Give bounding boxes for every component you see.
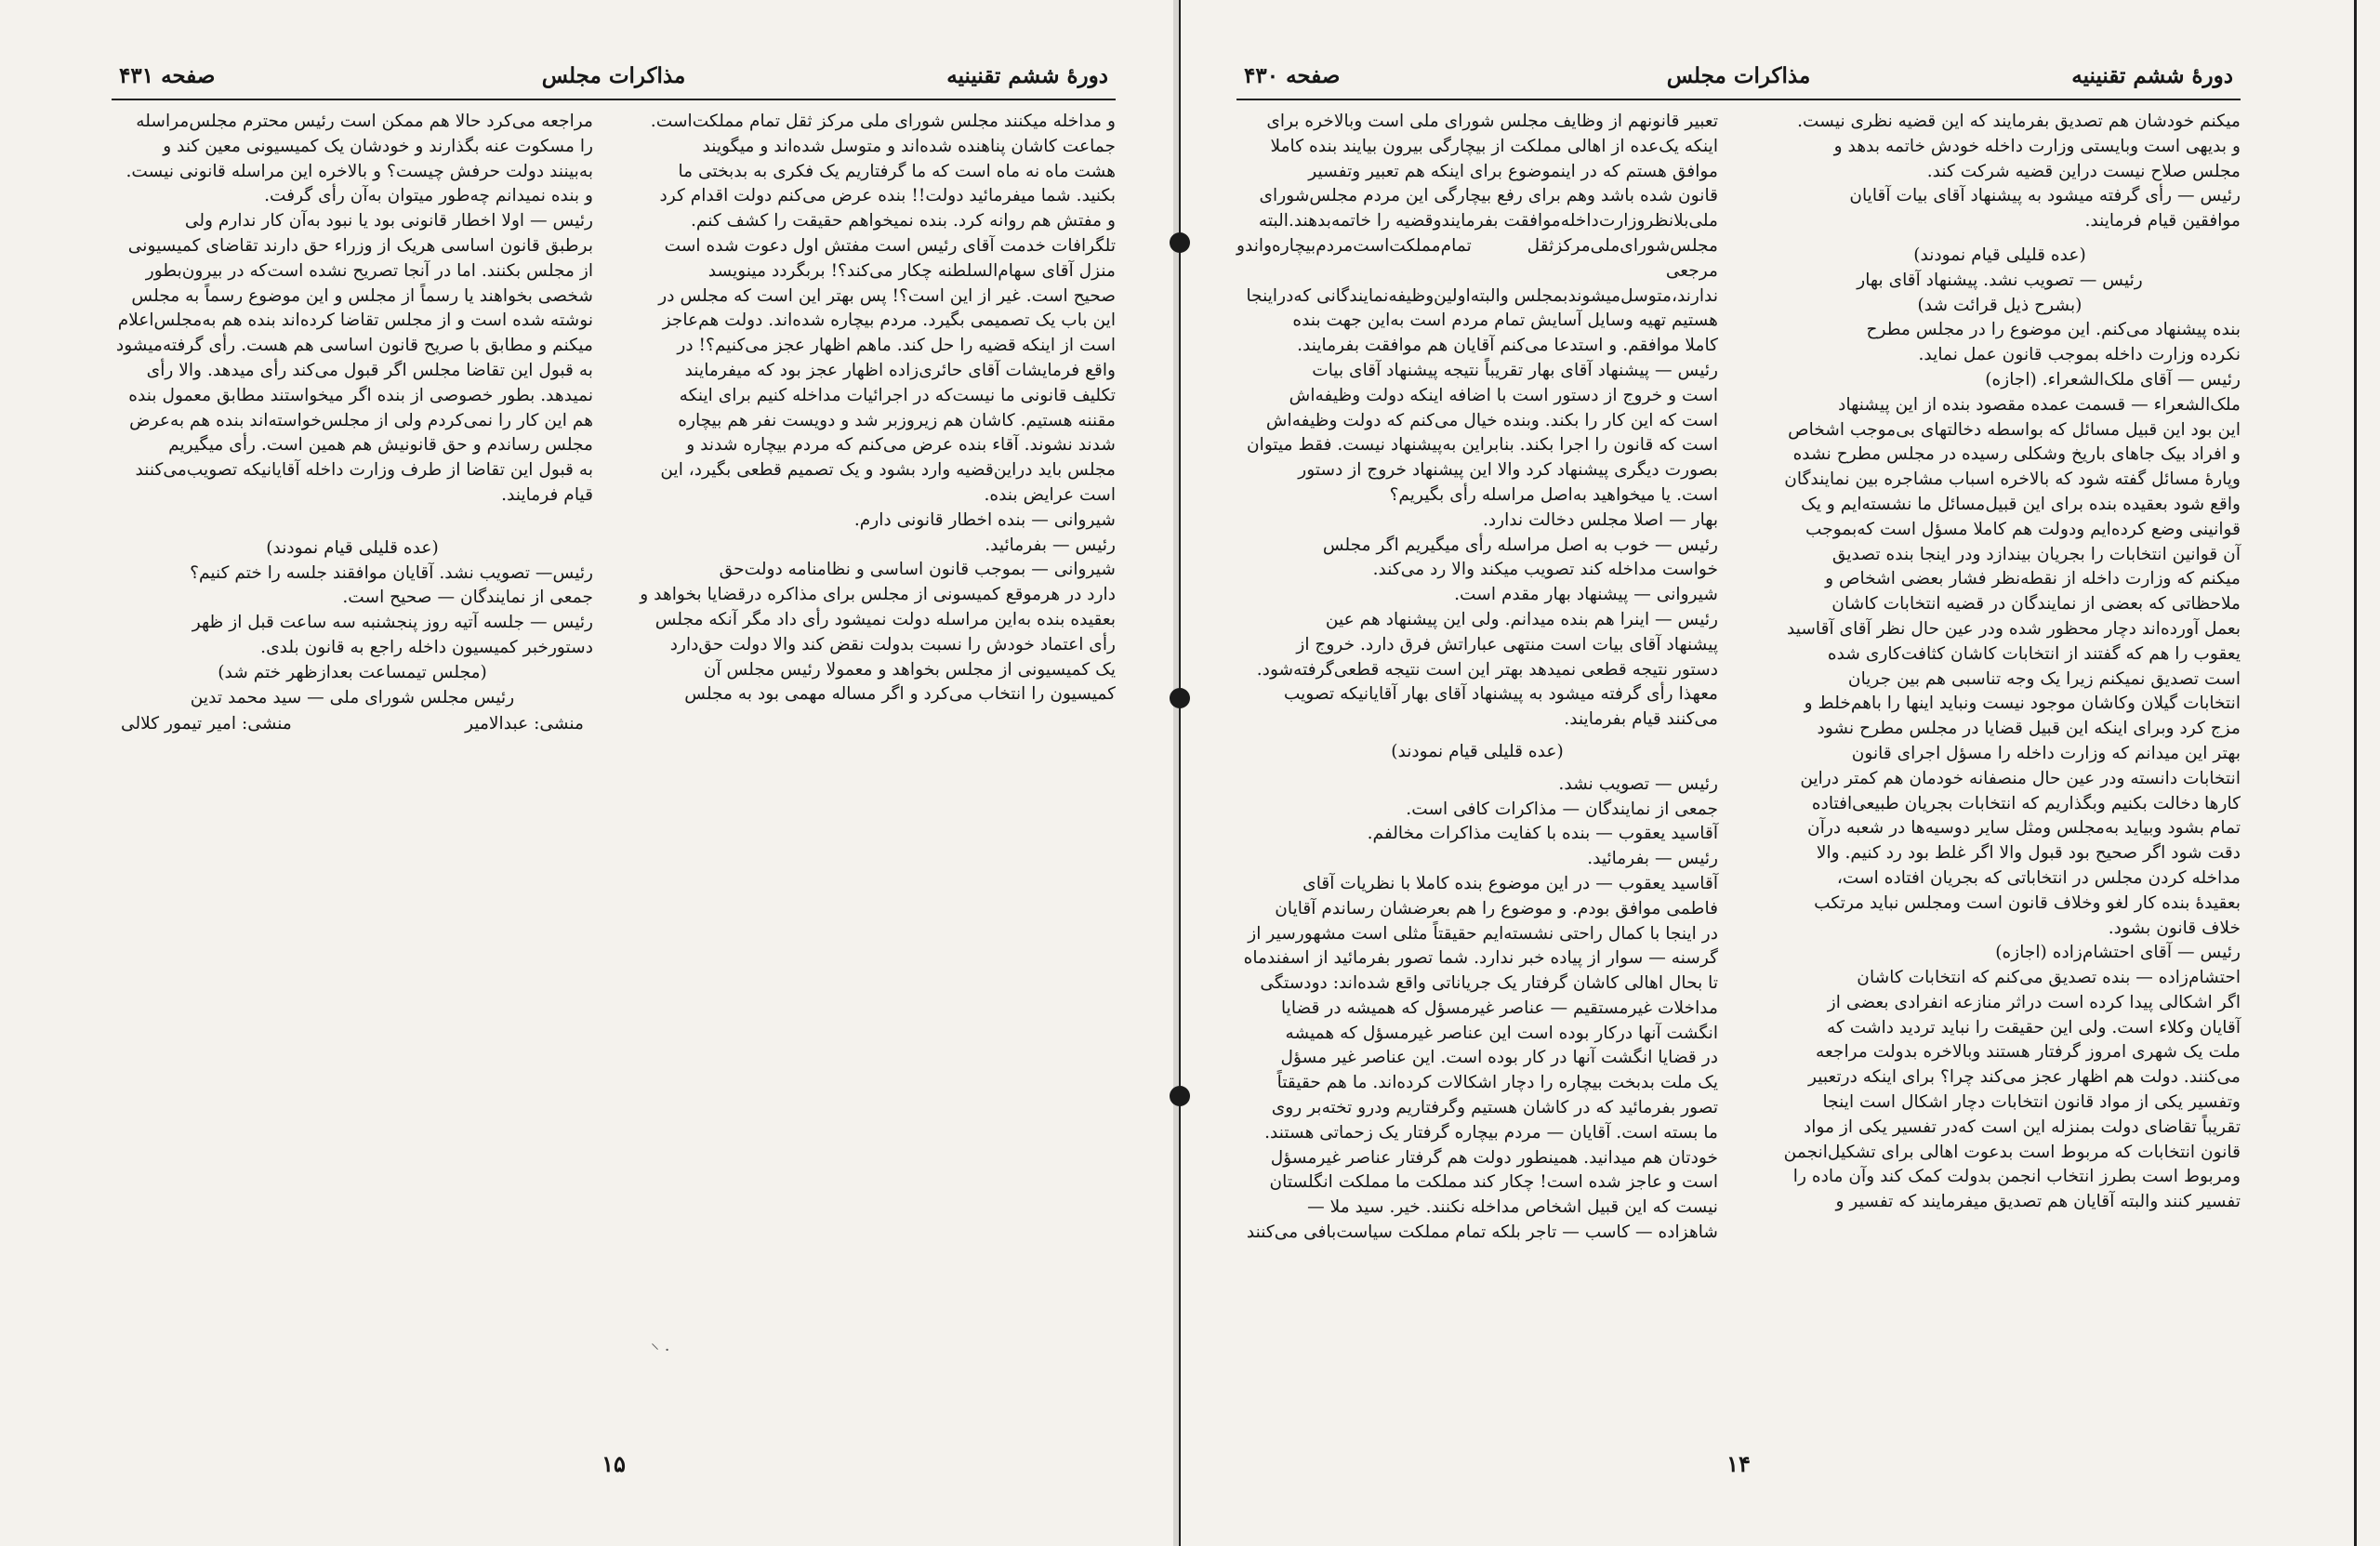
text-line: بهار — اصلا مجلس دخالت ندارد. xyxy=(1482,509,1718,530)
text-line: تصور بفرمائید که در کاشان هستیم وگرفتاریم ودرو تخته‌بر روی xyxy=(1271,1098,1718,1118)
text-line: رئیس — پیشنهاد آقای بهار تقریباً نتیجه پیشنهاد آقای بیات xyxy=(1312,360,1718,380)
text-line: دستور نتیجه قطعی نمیدهد بهتر این است نتیجه قطعی‌گرفته‌شود. xyxy=(1256,659,1718,680)
text-line: بصورت دیگری پیشنهاد کرد والا این پیشنهاد خروج از دستور xyxy=(1298,460,1718,481)
right-page xyxy=(1236,0,2241,1546)
column-lines xyxy=(1236,773,1718,1246)
president-signature-line: رئیس مجلس شورای ملی — سید محمد تدین xyxy=(190,687,515,707)
stage-direction: (عده قلیلی قیام نمودند) xyxy=(1391,741,1564,761)
text-line: فاطمی موافق بودم. و موضوع را هم بعرضشان رساندم آقایان xyxy=(1275,898,1718,918)
binding-stitch-mark xyxy=(1170,232,1190,253)
text-line: می‌کنند. دولت هم اظهار عجز می‌کند چرا؟ برای اینکه درتعبیر xyxy=(1808,1067,2241,1088)
text-line: رئیس — اینرا هم بنده میدانم. ولی این پیشنهاد هم عین xyxy=(1325,609,1718,629)
text-line: مزج کرد وبرای اینکه این قبیل قضایا در مجلس مطرح نشود xyxy=(1817,719,2241,739)
column-lines xyxy=(1759,110,2241,234)
text-line: است تصدیق نمیکنم زیرا یک وجه تناسبی هم بین جریان xyxy=(1847,668,2241,689)
text-line: است و خروج از دستور است با اضافه اینکه دولت وظیفه‌اش xyxy=(1289,385,1718,405)
text-line: شیروانی — بموجب قانون اساسی و نظامنامه دولت‌حق xyxy=(719,560,1116,580)
text-line: انتخابات دانسته ودر عین حال منصفانه خودمان هم کمتر دراین xyxy=(1800,768,2241,788)
text-line: دارد در هرموقع کمیسونی از مجلس برای مذاکره درقضایا بخواهد و xyxy=(640,585,1116,605)
text-line: بکنید. شما میفرمائید دولت!! بنده عرض می‌کنم دولت اقدام کرد xyxy=(659,186,1116,206)
text-line: انتخابات گیلان وکاشان موجود نیست ونباید اینها را باهم‌خلط و xyxy=(1804,694,2241,714)
text-line: است که این کار را بکند. وبنده خیال می‌کنم که دولت وظیفه‌اش xyxy=(1265,410,1718,430)
header-rule xyxy=(1236,99,2241,100)
stage-direction: (بشرح ذیل قرائت شد) xyxy=(1917,295,2082,315)
text-line: گرسنه — سوار از پیاده خبر ندارد. شما تصور بفرمائید از اسفندماه xyxy=(1243,948,1718,969)
text-line: رئیس — جلسه آتیه روز پنجشنبه سه ساعت قبل از ظهر xyxy=(192,613,593,633)
text-line: در اینجا با کمال راحتی نشسته‌ایم حقیقتاً مثلی است مشهورسیر از xyxy=(1248,923,1718,944)
text-line: جماعت کاشان پناهنده شده‌اند و متوسل شده‌اند و میگویند xyxy=(702,136,1116,156)
text-line: کارها دخالت بکنیم وبگذاریم که انتخابات بجریان طبیعی‌افتاده xyxy=(1811,793,2241,813)
text-line: احتشام‌زاده — بنده تصدیق می‌کنم که انتخابات کاشان xyxy=(1857,968,2241,988)
text-line: رئیس — اولا اخطار قانونی بود یا نبود به‌آن کار ندارم ولی xyxy=(184,211,593,231)
text-line: مجلس صلاح نیست دراین قضیه شرکت کند. xyxy=(1926,161,2241,181)
text-line: موافقین قیام فرمایند. xyxy=(2084,211,2241,231)
text-line: واقع شود بعقیده بنده برای این قبیل‌مسائل ما نشسته‌ایم و یک xyxy=(1801,494,2241,514)
text-line: مداخلات غیرمستقیم — عناصر غیرمسؤل که همیشه در قضایا xyxy=(1281,998,1718,1018)
text-line: جمعی از نمایندگان — مذاکرات کافی است. xyxy=(1406,799,1718,819)
text-line: آن قوانین انتخابات را بجریان بیندازد ودر اینجا بنده تصدیق xyxy=(1831,544,2241,564)
text-line: نوشته شده است و از مجلس تقاضا کرده‌اند بنده هم به‌مجلس‌اعلام xyxy=(117,311,593,331)
text-line: شیروانی — پیشنهاد بهار مقدم است. xyxy=(1454,585,1718,605)
secretaries-line xyxy=(112,712,593,737)
column-lines xyxy=(634,110,1116,707)
binding-stitch-mark xyxy=(1170,1086,1190,1106)
text-line: رئیس — تصویب نشد. xyxy=(1558,773,1718,794)
text-line: آقاسید یعقوب — در این موضوع بنده کاملا با نظریات آقای xyxy=(1302,873,1718,893)
column-lines xyxy=(1236,110,1718,733)
text-line: را مسکوت عنه بگذارند و خودشان یک کمیسیونی معین کند و xyxy=(163,136,593,156)
text-line: واقع فرمایشات آقای حائری‌زاده اظهار عجز بود که میفرمایند xyxy=(684,360,1116,380)
page-folio: ۱۵ xyxy=(602,1450,626,1477)
binding-stitch-mark xyxy=(1170,688,1190,708)
text-line: این بود این قبیل مسائل که بواسطه دخالتهای بی‌موجب اشخاص xyxy=(1788,419,2241,440)
text-line: منزل آقای سهام‌السلطنه چکار می‌کند؟! بربگردد مینویسد xyxy=(707,260,1116,281)
text-line: میکنم و مطابق با صریح قانون اساسی هم هست. رأی گرفته‌میشود xyxy=(115,336,593,356)
text-line: ملت یک شهری امروز گرفتار هستند وبالاخره بدولت مراجعه xyxy=(1816,1042,2241,1063)
text-line: تکلیف قانونی ما نیست‌که در اجرائیات مداخله کنیم برای اینکه xyxy=(679,385,1116,405)
text-line: وتفسیر یکی از مواد قانون انتخابات دچار اشکال است اینجا xyxy=(1822,1092,2241,1113)
text-line: تقریباً تقاضای دولت بمنزله این است که‌در تفسیر یکی از مواد xyxy=(1804,1117,2241,1137)
text-line: قوانینی وضع کرده‌ایم ودولت هم کاملا مسؤل است که‌بموجب xyxy=(1805,519,2241,539)
text-line: جمعی از نمایندگان — صحیح است. xyxy=(342,588,593,608)
text-line: رئیس — آقای ملک‌الشعراء. (اجازه) xyxy=(1985,369,2241,390)
text-line: کاملا موافقم. و استدعا می‌کنم آقایان هم موافقت بفرمایند. xyxy=(1297,336,1718,356)
header-volume: دورهٔ ششم تقنینیه xyxy=(2071,63,2233,88)
text-line: مجلس باید دراین‌قضیه وارد بشود و یک تصمیم قطعی بگیرد، این xyxy=(660,460,1116,481)
text-line: است از اینکه قضیه را حل کند. ماهم اظهار عجز می‌کنیم؟! در xyxy=(677,336,1116,356)
text-line: میکنم که وزارت داخله از نقطه‌نظر فشار بعضی اشخاص و xyxy=(1825,569,2241,589)
text-line: این باب یک تصمیمی بگیرد. مردم بیچاره شده‌اند. دولت هم‌عاجز xyxy=(662,311,1116,331)
text-line: و بنده نمیدانم چه‌طور میتوان به‌آن رأی گرفت. xyxy=(264,186,593,206)
header-title: مذاکرات مجلس xyxy=(1666,63,1811,88)
text-line: مجلس‌شورای‌ملی‌مرکزثقل تمام‌مملکت‌است‌مردم‌بیچاره‌واندو مرجعی xyxy=(1236,235,1718,281)
adjournment-note: (مجلس تیمساعت بعدازظهر ختم شد) xyxy=(218,662,487,682)
text-line: ملاحظاتی که بعضی از نمایندگان در قضیه انتخابات کاشان xyxy=(1831,594,2241,614)
text-line: است که قانون را اجرا بکند. بنابراین به‌پیشنهاد نیست. فقط میتوان xyxy=(1247,435,1718,456)
header-title: مذاکرات مجلس xyxy=(541,63,686,88)
stage-direction: (عده قلیلی قیام نمودند) xyxy=(266,537,439,558)
text-line: هستیم تهیه وسایل آسایش تمام مردم است به‌این جهت بنده xyxy=(1292,311,1718,331)
header-page-number: صفحه ۴۳۱ xyxy=(119,63,216,88)
text-line: پیشنهاد آقای بیات است منتهی عباراتش فرق دارد. خروج از xyxy=(1296,634,1718,654)
text-line: بعقیدهٔ بنده کار لغو وخلاف قانون است ومجلس نباید مرتکب xyxy=(1814,892,2241,913)
text-line: میکنم خودشان هم تصدیق بفرمایند که این قضیه نظری نیست. xyxy=(1797,112,2241,131)
text-line: مداخله کردن مجلس در انتخاباتی که بجریان افتاده است، xyxy=(1836,867,2241,888)
text-line: وپارهٔ مسائل گفته شود که بالاخره اسباب مشاجره بین نمایندگان xyxy=(1784,469,2241,490)
text-line: صحیح است. غیر از این است؟! پس بهتر این است که مجلس در xyxy=(658,285,1116,306)
text-line: دستورخبر کمیسیون داخله راجع به قانون بلدی. xyxy=(260,637,593,657)
text-line: رئیس — خوب به اصل مراسله رأی میگیریم اگر مجلس xyxy=(1322,535,1718,555)
text-line: و بدیهی است وبایستی وزارت داخله خودش خاتمه بدهد و xyxy=(1833,136,2241,156)
text-line: ما بسته است. آقایان — مردم بیچاره گرفتار یک زحماتی هستند. xyxy=(1264,1122,1718,1143)
text-line: بعقیده بنده به‌این مراسله دولت نمیشود رأی داد مگر آنکه مجلس xyxy=(654,609,1116,629)
text-line: به‌بینند دولت حرفش چیست؟ و بالاخره این مراسله قانونی نیست. xyxy=(126,161,593,181)
text-line: خواست مداخله کند تصویب میکند والا رد می‌کند. xyxy=(1372,560,1718,580)
text-line: است و عاجز شده است! چکار کند مملکت ما مملکت انگلستان xyxy=(1269,1172,1718,1193)
text-line: یک کمیسیونی از مجلس بخواهد و معمولا رئیس مجلس آن xyxy=(703,659,1116,680)
text-line: هم این کار را نمی‌کردم ولی از مجلس‌خواسته‌اند بنده هم به‌عرض xyxy=(129,410,593,430)
text-line: نکرده وزارت داخله بموجب قانون عمل نماید. xyxy=(1918,345,2241,365)
text-line: رئیس — بفرمائید. xyxy=(1587,849,1718,869)
text-line: بنده پیشنهاد می‌کنم. این موضوع را در مجلس مطرح xyxy=(1866,320,2241,340)
text-line: آقایان وکلاء است. ولی این حقیقت را نباید تردید داشت که xyxy=(1827,1017,2241,1037)
text-column-right xyxy=(1759,110,2241,1215)
text-line: نمیدهد. بطور خصوصی از بنده اگر میخواستند مطابق معمول بنده xyxy=(128,385,593,405)
text-line: معهذا رأی گرفته میشود به پیشنهاد آقای بهار آقایانیکه تصویب xyxy=(1283,684,1718,705)
text-line: هشت ماه نه ماه است که ما گرفتاریم یک فکری به بدبختی ما xyxy=(678,161,1116,181)
header-page-number: صفحه ۴۳۰ xyxy=(1244,63,1341,88)
text-column-left xyxy=(112,110,593,737)
secretary-name: منشی: امیر تیمور کلالی xyxy=(121,714,292,734)
scan-speck: ⸌ · xyxy=(651,1341,670,1360)
text-line: تفسیر کنند والبته آقایان هم تصدیق میفرمایند که تفسیر و xyxy=(1835,1192,2241,1212)
text-line: و مداخله میکنند مجلس شورای ملی مرکز ثقل تمام مملکت‌است. xyxy=(650,112,1116,131)
text-line: تمام بشود وبیاید به‌مجلس ومثل سایر دوسیه‌ها در شعبه درآن xyxy=(1807,818,2241,839)
text-line: آقاسید یعقوب — بنده با کفایت مذاکرات مخالفم. xyxy=(1367,824,1718,844)
text-line: مقننه هستیم. کاشان هم زیروزبر شد و دویست نفر هم بیچاره xyxy=(678,410,1116,430)
column-lines xyxy=(112,562,593,661)
text-line: شخصی بخواهند یا رسماً از مجلس و این موضوع رسماً به مجلس xyxy=(131,285,593,306)
column-lines xyxy=(112,110,593,509)
text-line: مجلس رساندم و حق قانونیش هم همین است. رأی میگیریم xyxy=(168,435,593,456)
text-line: خودتان هم میدانید. همینطور دولت هم گرفتار عناصر غیرمسؤل xyxy=(1270,1147,1718,1168)
text-line: به قبول این تقاضا از طرف وزارت داخله آقایانیکه تصویب‌می‌کنند xyxy=(135,460,593,481)
text-line: کمیسیون را انتخاب می‌کرد و اگر مساله مهمی بود به مجلس xyxy=(684,684,1116,705)
text-line: دقت شود اگر صحیح بود قبول والا اگر غلط بود رد کنیم. والا xyxy=(1816,843,2241,864)
text-line: برطبق قانون اساسی هریک از وزراء حق دارند تقاضای کمیسیونی xyxy=(127,235,593,256)
text-line: ندارند،متوسل‌میشوند‌بمجلس و‌البته‌اولین‌وظیفه‌نمایندگانی که‌در‌اینجا xyxy=(1246,285,1718,306)
text-line: و افراد بیک جاهای باریخ وشکلی رسیده در مجلس مطرح نشده xyxy=(1792,444,2241,465)
text-line: اینکه یک‌عده از اهالی مملکت از بیچارگی بیرون بیایند بنده کاملا xyxy=(1270,136,1718,156)
text-line: می‌کنند قیام بفرمایند. xyxy=(1564,709,1718,730)
text-line: قیام فرمایند. xyxy=(501,484,593,505)
text-line: شیروانی — بنده اخطار قانونی دارم. xyxy=(853,509,1116,530)
text-line: یک ملت بدبخت بیچاره را دچار اشکالات کرده‌اند. ما هم حقیقتاً xyxy=(1276,1073,1718,1093)
motion-line: رئیس — تصویب نشد. پیشنهاد آقای بهار xyxy=(1857,270,2143,290)
text-line: بهتر این میدانم که وزارت داخله را مسؤل اجرای قانون xyxy=(1851,743,2241,763)
text-line: مراجعه می‌کرد حالا هم ممکن است رئیس محترم مجلس‌مراسله xyxy=(136,112,593,131)
text-line: در قضایا انگشت آنها در کار بوده است. این عناصر غیر مسؤل xyxy=(1280,1048,1718,1068)
text-line: اگر اشکالی پیدا کرده است دراثر منازعه انفرادی بعضی از xyxy=(1827,992,2241,1012)
text-line: ومربوط است بطرز انتخاب انجمن بدولت کمک کند وآن ماده را xyxy=(1792,1167,2241,1187)
text-line: شدند نشوند. آقاء بنده عرض می‌کنم که مردم بیچاره شدند و xyxy=(686,435,1116,456)
text-line: نیست که این قبیل اشخاص مداخله نکنند. خیر. سید ملا — xyxy=(1307,1197,1718,1218)
text-line: موافق هستم که در اینموضوع برای اینکه هم تعبیر وتفسیر xyxy=(1308,161,1718,181)
secretary-name: منشی: عبدالامیر xyxy=(465,714,584,734)
text-line: تلگرافات خدمت آقای رئیس است مفتش اول دعوت شده است xyxy=(664,235,1116,256)
text-line: به قبول این تقاضا مجلس اگر قبول می‌کند رأی میدهد. والا رأی xyxy=(146,360,593,380)
text-column-right xyxy=(634,110,1116,707)
column-lines xyxy=(1759,318,2241,1215)
text-line: رئیس — رأی گرفته میشود به پیشنهاد آقای بیات آقایان xyxy=(1849,186,2241,206)
left-page xyxy=(112,0,1116,1546)
text-line: از مجلس بکنند. اما در آنجا تصریح نشده است‌که در بیرون‌بطور xyxy=(145,260,593,281)
text-line: رئیس— تصویب نشد. آقایان موافقند جلسه را ختم کنیم؟ xyxy=(190,562,593,583)
text-line: ملی‌بلانظروزارت‌داخله‌موافقت بفرمایندوقضیه را خاتمه‌بدهند.البته xyxy=(1258,211,1718,231)
text-line: یعقوب را هم که گفتند از انتخابات کاشان کثافت‌کاری شده xyxy=(1827,643,2241,664)
right-page-edge xyxy=(2354,0,2357,1546)
text-line: رئیس — بفرمائید. xyxy=(985,535,1116,555)
page-folio: ۱۴ xyxy=(1726,1450,1751,1477)
text-column-left xyxy=(1236,110,1718,1246)
text-line: ملک‌الشعراء — قسمت عمده مقصود بنده از این پیشنهاد xyxy=(1838,394,2241,415)
text-line: است. یا میخواهید به‌اصل مراسله رأی بگیریم؟ xyxy=(1389,484,1718,505)
text-line: رأی اعتماد خودش را نسبت بدولت نقض کند والا دولت حق‌دارد xyxy=(669,634,1116,654)
header-volume: دورهٔ ششم تقنینیه xyxy=(946,63,1108,88)
header-rule xyxy=(112,99,1116,100)
text-line: انگشت آنها درکار بوده است این عناصر غیرمسؤل که همیشه xyxy=(1285,1023,1718,1043)
text-line: خلاف قانون بشود. xyxy=(2108,918,2241,938)
text-line: بعمل آورده‌اند دچار محظور شده ودر عین حال نظر آقای آقاسید xyxy=(1786,618,2241,639)
text-line: قانون انتخابات که مربوط است بدعوت اهالی برای تشکیل‌انجمن xyxy=(1783,1142,2241,1162)
text-line: تعبیر قانونهم از وظایف مجلس شورای ملی است وبالاخره برای xyxy=(1266,112,1718,131)
text-line: شاهزاده — کاسب — تاجر بلکه تمام مملکت سیاست‌بافی می‌کنند xyxy=(1246,1222,1718,1243)
text-line: است عرایض بنده. xyxy=(984,484,1116,505)
stage-direction: (عده قلیلی قیام نمودند) xyxy=(1913,244,2086,265)
text-line: رئیس — آقای احتشام‌زاده (اجازه) xyxy=(1995,943,2241,963)
text-line: قانون شده باشد وهم برای رفع بیچارگی این مردم مجلس‌شورای xyxy=(1259,186,1718,206)
text-line: و مفتش هم روانه کرد. بنده نمیخواهم حقیقت را کشف کنم. xyxy=(690,211,1116,231)
text-line: تا بحال اهالی کاشان گرفتار یک جریاناتی واقع شده‌اند: دودستگی xyxy=(1260,973,1718,994)
